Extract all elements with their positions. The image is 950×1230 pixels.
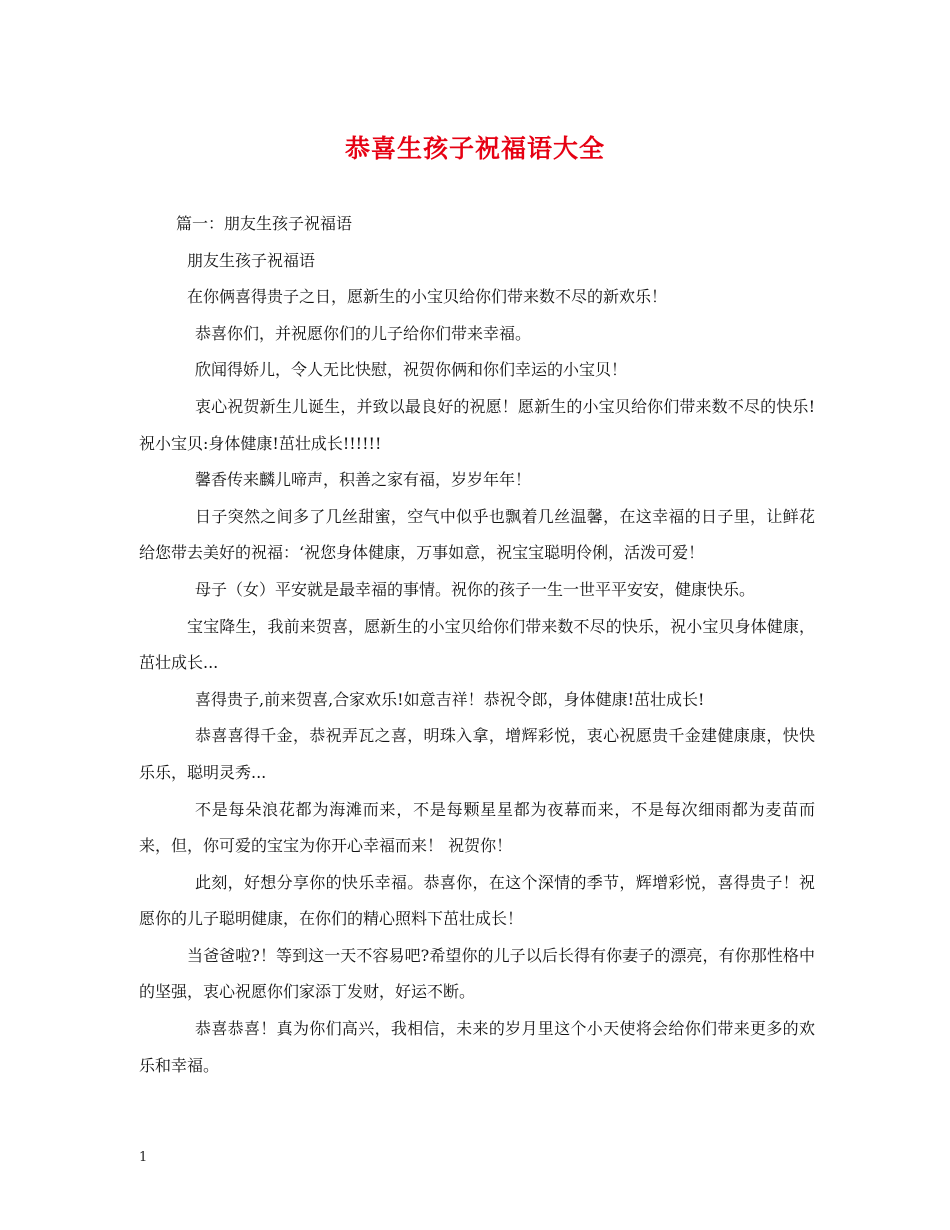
paragraph: 喜得贵子,前来贺喜,合家欢乐!如意吉祥！恭祝令郎，身体健康!茁壮成长! (195, 689, 705, 709)
paragraph: 此刻，好想分享你的快乐幸福。恭喜你，在这个深情的季节，辉增彩悦，喜得贵子！祝愿你的儿子聪明健康，在你们的精心照料下茁壮成长！ (139, 872, 815, 929)
paragraph: 不是每朵浪花都为海滩而来，不是每颗星星都为夜幕而来，不是每次细雨都为麦苗而来，但，你可爱的宝宝为你开心幸福而来！ 祝贺你！ (139, 799, 815, 856)
paragraph: 欣闻得娇儿，令人无比快慰，祝贺你俩和你们幸运的小宝贝！ (195, 360, 628, 380)
section-heading: 篇一：朋友生孩子祝福语 (176, 214, 353, 233)
paragraph: 当爸爸啦?！等到这一天不容易吧?希望你的儿子以后长得有你妻子的漂亮，有你那性格中的坚强，衷心祝愿你们家添丁发财，好运不断。 (139, 945, 815, 1002)
paragraph: 恭喜喜得千金，恭祝弄瓦之喜，明珠入拿，增辉彩悦，衷心祝愿贵千金建健康康，快快乐乐，聪明灵秀... (139, 726, 815, 782)
paragraph: 母子（女）平安就是最幸福的事情。祝你的孩子一生一世平平安安，健康快乐。 (195, 579, 756, 599)
paragraph: 衷心祝贺新生儿诞生，并致以最良好的祝愿！愿新生的小宝贝给你们带来数不尽的快乐!祝小宝贝:身体健康!茁壮成长!!!!!! (139, 396, 815, 453)
document-title: 恭喜生孩子祝福语大全 (344, 134, 605, 163)
page-number: 1 (139, 1150, 148, 1165)
sub-heading: 朋友生孩子祝福语 (187, 250, 316, 270)
paragraph: 恭喜恭喜！真为你们高兴，我相信，未来的岁月里这个小天使将会给你们带来更多的欢乐和幸福。 (139, 1019, 815, 1075)
paragraph: 日子突然之间多了几丝甜蜜，空气中似乎也飘着几丝温馨，在这幸福的日子里，让鲜花给您带去美好的祝福：‘祝您身体健康，万事如意，祝宝宝聪明伶俐，活泼可爱！ (139, 506, 815, 563)
paragraph: 宝宝降生，我前来贺喜，愿新生的小宝贝给你们带来数不尽的快乐，祝小宝贝身体健康，茁壮成长... (139, 616, 815, 673)
paragraph: 恭喜你们，并祝愿你们的儿子给你们带来幸福。 (195, 323, 532, 343)
paragraph: 在你俩喜得贵子之日，愿新生的小宝贝给你们带来数不尽的新欢乐！ (187, 287, 668, 307)
paragraph: 馨香传来麟儿啼声，积善之家有福，岁岁年年！ (195, 470, 532, 490)
document-body (139, 206, 815, 1084)
